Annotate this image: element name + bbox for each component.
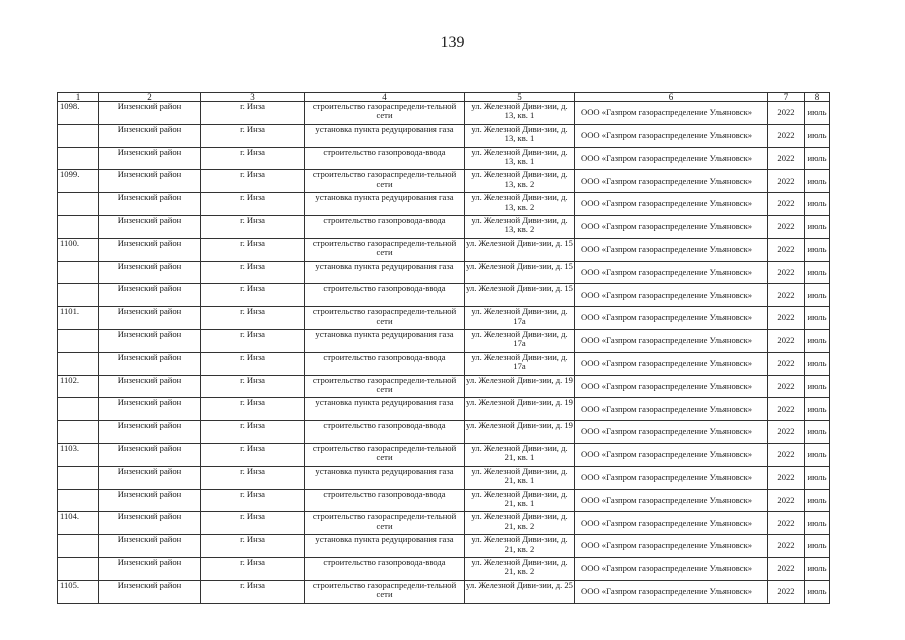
district-cell: Инзенский район — [99, 535, 201, 558]
row-number: 1103. — [58, 443, 99, 466]
district-cell: Инзенский район — [99, 147, 201, 170]
organization-cell: ООО «Газпром газораспределение Ульяновск» — [575, 443, 768, 466]
district-cell: Инзенский район — [99, 215, 201, 238]
work-type-cell: установка пункта редуцирования газа — [305, 261, 465, 284]
year-cell: 2022 — [768, 307, 805, 330]
work-type-cell: строительство газопровода-ввода — [305, 284, 465, 307]
work-type-cell: строительство газораспредели-тельной сети — [305, 102, 465, 125]
year-cell: 2022 — [768, 238, 805, 261]
table-row — [58, 238, 830, 261]
table-row — [58, 170, 830, 193]
row-number: 1098. — [58, 102, 99, 125]
row-number — [58, 124, 99, 147]
year-cell: 2022 — [768, 512, 805, 535]
address-cell: ул. Железной Диви-зии, д. 15 — [465, 261, 575, 284]
header-col-7: 7 — [768, 93, 805, 102]
work-type-cell: строительство газопровода-ввода — [305, 421, 465, 444]
address-cell: ул. Железной Диви-зии, д. 21, кв. 2 — [465, 557, 575, 580]
town-cell: г. Инза — [201, 512, 305, 535]
organization-cell: ООО «Газпром газораспределение Ульяновск» — [575, 170, 768, 193]
organization-cell: ООО «Газпром газораспределение Ульяновск» — [575, 375, 768, 398]
address-cell: ул. Железной Диви-зии, д. 13, кв. 2 — [465, 215, 575, 238]
year-cell: 2022 — [768, 489, 805, 512]
year-cell: 2022 — [768, 421, 805, 444]
year-cell: 2022 — [768, 124, 805, 147]
work-type-cell: установка пункта редуцирования газа — [305, 535, 465, 558]
district-cell: Инзенский район — [99, 557, 201, 580]
row-number — [58, 352, 99, 375]
address-cell: ул. Железной Диви-зии, д. 13, кв. 2 — [465, 170, 575, 193]
address-cell: ул. Железной Диви-зии, д. 13, кв. 1 — [465, 102, 575, 125]
district-cell: Инзенский район — [99, 443, 201, 466]
town-cell: г. Инза — [201, 375, 305, 398]
row-number — [58, 261, 99, 284]
town-cell: г. Инза — [201, 398, 305, 421]
row-number — [58, 193, 99, 216]
year-cell: 2022 — [768, 147, 805, 170]
district-cell: Инзенский район — [99, 489, 201, 512]
month-cell: июль — [805, 307, 830, 330]
year-cell: 2022 — [768, 398, 805, 421]
town-cell: г. Инза — [201, 238, 305, 261]
work-type-cell: строительство газопровода-ввода — [305, 352, 465, 375]
district-cell: Инзенский район — [99, 102, 201, 125]
table-row — [58, 489, 830, 512]
work-type-cell: строительство газопровода-ввода — [305, 147, 465, 170]
header-col-2: 2 — [99, 93, 201, 102]
table-row — [58, 443, 830, 466]
month-cell: июль — [805, 329, 830, 352]
work-type-cell: установка пункта редуцирования газа — [305, 398, 465, 421]
organization-cell: ООО «Газпром газораспределение Ульяновск» — [575, 535, 768, 558]
district-cell: Инзенский район — [99, 580, 201, 603]
table-row — [58, 580, 830, 603]
district-cell: Инзенский район — [99, 261, 201, 284]
table-row — [58, 193, 830, 216]
district-cell: Инзенский район — [99, 124, 201, 147]
work-type-cell: строительство газопровода-ввода — [305, 557, 465, 580]
table-row — [58, 284, 830, 307]
row-number — [58, 466, 99, 489]
work-type-cell: установка пункта редуцирования газа — [305, 124, 465, 147]
table-body — [58, 102, 830, 604]
header-row — [58, 93, 830, 102]
organization-cell: ООО «Газпром газораспределение Ульяновск» — [575, 124, 768, 147]
district-cell: Инзенский район — [99, 466, 201, 489]
work-type-cell: строительство газораспредели-тельной сети — [305, 580, 465, 603]
header-col-5: 5 — [465, 93, 575, 102]
work-type-cell: установка пункта редуцирования газа — [305, 193, 465, 216]
row-number: 1104. — [58, 512, 99, 535]
district-cell: Инзенский район — [99, 193, 201, 216]
table-row — [58, 147, 830, 170]
month-cell: июль — [805, 557, 830, 580]
table-header — [58, 93, 830, 102]
row-number — [58, 421, 99, 444]
town-cell: г. Инза — [201, 284, 305, 307]
month-cell: июль — [805, 261, 830, 284]
month-cell: июль — [805, 238, 830, 261]
organization-cell: ООО «Газпром газораспределение Ульяновск» — [575, 557, 768, 580]
work-type-cell: установка пункта редуцирования газа — [305, 466, 465, 489]
address-cell: ул. Железной Диви-зии, д. 13, кв. 2 — [465, 193, 575, 216]
address-cell: ул. Железной Диви-зии, д. 13, кв. 1 — [465, 124, 575, 147]
table-row — [58, 375, 830, 398]
row-number: 1102. — [58, 375, 99, 398]
year-cell: 2022 — [768, 193, 805, 216]
town-cell: г. Инза — [201, 193, 305, 216]
address-cell: ул. Железной Диви-зии, д. 25 — [465, 580, 575, 603]
organization-cell: ООО «Газпром газораспределение Ульяновск» — [575, 352, 768, 375]
district-cell: Инзенский район — [99, 375, 201, 398]
district-cell: Инзенский район — [99, 329, 201, 352]
page-number: 139 — [440, 34, 465, 51]
organization-cell: ООО «Газпром газораспределение Ульяновск» — [575, 398, 768, 421]
organization-cell: ООО «Газпром газораспределение Ульяновск» — [575, 261, 768, 284]
month-cell: июль — [805, 102, 830, 125]
month-cell: июль — [805, 489, 830, 512]
town-cell: г. Инза — [201, 307, 305, 330]
address-cell: ул. Железной Диви-зии, д. 13, кв. 1 — [465, 147, 575, 170]
row-number — [58, 557, 99, 580]
table-row — [58, 466, 830, 489]
row-number — [58, 535, 99, 558]
town-cell: г. Инза — [201, 147, 305, 170]
month-cell: июль — [805, 421, 830, 444]
organization-cell: ООО «Газпром газораспределение Ульяновск» — [575, 512, 768, 535]
month-cell: июль — [805, 193, 830, 216]
table-row — [58, 535, 830, 558]
header-col-8: 8 — [805, 93, 830, 102]
month-cell: июль — [805, 375, 830, 398]
header-col-3: 3 — [201, 93, 305, 102]
organization-cell: ООО «Газпром газораспределение Ульяновск» — [575, 329, 768, 352]
town-cell: г. Инза — [201, 215, 305, 238]
address-cell: ул. Железной Диви-зии, д. 19 — [465, 421, 575, 444]
table-row — [58, 512, 830, 535]
header-col-6: 6 — [575, 93, 768, 102]
work-type-cell: установка пункта редуцирования газа — [305, 329, 465, 352]
month-cell: июль — [805, 443, 830, 466]
month-cell: июль — [805, 398, 830, 421]
address-cell: ул. Железной Диви-зии, д. 17а — [465, 329, 575, 352]
row-number — [58, 147, 99, 170]
work-type-cell: строительство газораспредели-тельной сети — [305, 170, 465, 193]
address-cell: ул. Железной Диви-зии, д. 17а — [465, 307, 575, 330]
work-type-cell: строительство газораспредели-тельной сети — [305, 307, 465, 330]
town-cell: г. Инза — [201, 124, 305, 147]
month-cell: июль — [805, 124, 830, 147]
organization-cell: ООО «Газпром газораспределение Ульяновск» — [575, 580, 768, 603]
district-cell: Инзенский район — [99, 284, 201, 307]
town-cell: г. Инза — [201, 466, 305, 489]
town-cell: г. Инза — [201, 535, 305, 558]
month-cell: июль — [805, 284, 830, 307]
work-type-cell: строительство газораспредели-тельной сети — [305, 375, 465, 398]
table-row — [58, 421, 830, 444]
organization-cell: ООО «Газпром газораспределение Ульяновск» — [575, 307, 768, 330]
month-cell: июль — [805, 215, 830, 238]
town-cell: г. Инза — [201, 261, 305, 284]
organization-cell: ООО «Газпром газораспределение Ульяновск» — [575, 238, 768, 261]
address-cell: ул. Железной Диви-зии, д. 15 — [465, 238, 575, 261]
town-cell: г. Инза — [201, 102, 305, 125]
address-cell: ул. Железной Диви-зии, д. 21, кв. 2 — [465, 535, 575, 558]
district-cell: Инзенский район — [99, 307, 201, 330]
row-number: 1105. — [58, 580, 99, 603]
organization-cell: ООО «Газпром газораспределение Ульяновск» — [575, 284, 768, 307]
table-row — [58, 261, 830, 284]
table-row — [58, 307, 830, 330]
year-cell: 2022 — [768, 170, 805, 193]
row-number — [58, 329, 99, 352]
table-row — [58, 215, 830, 238]
organization-cell: ООО «Газпром газораспределение Ульяновск» — [575, 421, 768, 444]
row-number: 1100. — [58, 238, 99, 261]
town-cell: г. Инза — [201, 489, 305, 512]
month-cell: июль — [805, 535, 830, 558]
organization-cell: ООО «Газпром газораспределение Ульяновск» — [575, 147, 768, 170]
table-row — [58, 398, 830, 421]
work-type-cell: строительство газопровода-ввода — [305, 215, 465, 238]
year-cell: 2022 — [768, 329, 805, 352]
organization-cell: ООО «Газпром газораспределение Ульяновск» — [575, 466, 768, 489]
row-number — [58, 284, 99, 307]
district-cell: Инзенский район — [99, 170, 201, 193]
year-cell: 2022 — [768, 284, 805, 307]
work-type-cell: строительство газораспредели-тельной сети — [305, 443, 465, 466]
table-row — [58, 329, 830, 352]
year-cell: 2022 — [768, 215, 805, 238]
year-cell: 2022 — [768, 535, 805, 558]
year-cell: 2022 — [768, 466, 805, 489]
district-cell: Инзенский район — [99, 398, 201, 421]
address-cell: ул. Железной Диви-зии, д. 19 — [465, 398, 575, 421]
address-cell: ул. Железной Диви-зии, д. 15 — [465, 284, 575, 307]
district-cell: Инзенский район — [99, 352, 201, 375]
town-cell: г. Инза — [201, 443, 305, 466]
year-cell: 2022 — [768, 580, 805, 603]
address-cell: ул. Железной Диви-зии, д. 19 — [465, 375, 575, 398]
month-cell: июль — [805, 466, 830, 489]
work-type-cell: строительство газопровода-ввода — [305, 489, 465, 512]
work-type-cell: строительство газораспредели-тельной сети — [305, 238, 465, 261]
row-number — [58, 398, 99, 421]
work-type-cell: строительство газораспредели-тельной сети — [305, 512, 465, 535]
address-cell: ул. Железной Диви-зии, д. 17а — [465, 352, 575, 375]
organization-cell: ООО «Газпром газораспределение Ульяновск» — [575, 102, 768, 125]
row-number: 1099. — [58, 170, 99, 193]
organization-cell: ООО «Газпром газораспределение Ульяновск» — [575, 193, 768, 216]
table-row — [58, 557, 830, 580]
year-cell: 2022 — [768, 352, 805, 375]
address-cell: ул. Железной Диви-зии, д. 21, кв. 1 — [465, 489, 575, 512]
table-row — [58, 352, 830, 375]
year-cell: 2022 — [768, 375, 805, 398]
district-cell: Инзенский район — [99, 421, 201, 444]
organization-cell: ООО «Газпром газораспределение Ульяновск» — [575, 489, 768, 512]
gasification-table — [57, 92, 830, 604]
organization-cell: ООО «Газпром газораспределение Ульяновск» — [575, 215, 768, 238]
district-cell: Инзенский район — [99, 238, 201, 261]
town-cell: г. Инза — [201, 352, 305, 375]
town-cell: г. Инза — [201, 580, 305, 603]
month-cell: июль — [805, 170, 830, 193]
header-col-1: 1 — [58, 93, 99, 102]
town-cell: г. Инза — [201, 329, 305, 352]
table-row — [58, 102, 830, 125]
town-cell: г. Инза — [201, 170, 305, 193]
address-cell: ул. Железной Диви-зии, д. 21, кв. 1 — [465, 443, 575, 466]
row-number — [58, 215, 99, 238]
month-cell: июль — [805, 512, 830, 535]
header-col-4: 4 — [305, 93, 465, 102]
town-cell: г. Инза — [201, 421, 305, 444]
month-cell: июль — [805, 147, 830, 170]
year-cell: 2022 — [768, 261, 805, 284]
address-cell: ул. Железной Диви-зии, д. 21, кв. 2 — [465, 512, 575, 535]
month-cell: июль — [805, 352, 830, 375]
address-cell: ул. Железной Диви-зии, д. 21, кв. 1 — [465, 466, 575, 489]
district-cell: Инзенский район — [99, 512, 201, 535]
row-number — [58, 489, 99, 512]
year-cell: 2022 — [768, 443, 805, 466]
table-row — [58, 124, 830, 147]
town-cell: г. Инза — [201, 557, 305, 580]
month-cell: июль — [805, 580, 830, 603]
year-cell: 2022 — [768, 557, 805, 580]
year-cell: 2022 — [768, 102, 805, 125]
row-number: 1101. — [58, 307, 99, 330]
